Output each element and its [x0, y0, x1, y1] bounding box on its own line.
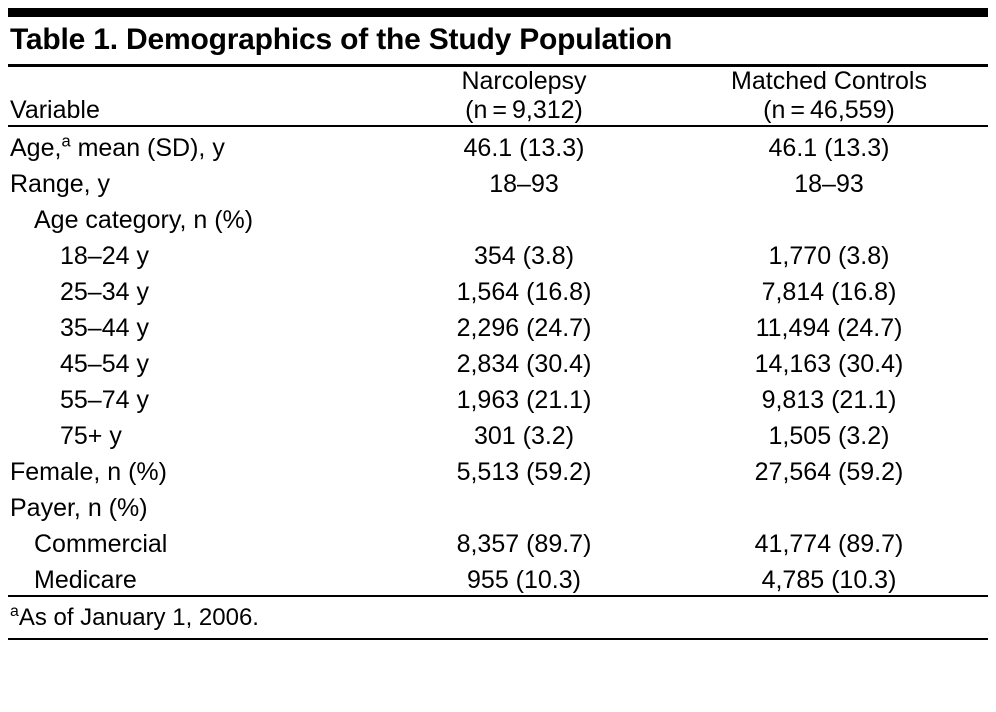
row-narcolepsy: 2,296 (24.7) — [456, 313, 592, 342]
table-container — [0, 8, 996, 640]
row-narcolepsy: 8,357 (89.7) — [456, 529, 592, 558]
footnote-marker-inline: a — [61, 132, 71, 151]
row-controls: 1,505 (3.2) — [768, 421, 890, 450]
row-controls: 1,770 (3.8) — [768, 241, 890, 270]
row-variable: 55–74 y — [60, 385, 149, 414]
table-row — [8, 127, 988, 163]
row-narcolepsy: 1,963 (21.1) — [456, 385, 592, 414]
row-controls: 4,785 (10.3) — [761, 565, 897, 594]
table-row — [8, 163, 988, 199]
row-variable: 35–44 y — [60, 313, 149, 342]
table-row — [8, 379, 988, 415]
table-top-rule — [8, 8, 988, 17]
row-variable: Medicare — [34, 565, 137, 594]
table-row — [8, 487, 988, 523]
demographics-table — [8, 67, 988, 125]
table-row — [8, 307, 988, 343]
header-narcolepsy-line1: Narcolepsy — [461, 66, 587, 95]
row-controls: 27,564 (59.2) — [754, 457, 904, 486]
header-controls-line2: (n = 46,559) — [763, 95, 895, 124]
table-row — [8, 199, 988, 235]
footnote-bottom-rule — [8, 638, 988, 640]
row-narcolepsy: 354 (3.8) — [473, 241, 575, 270]
row-variable: 45–54 y — [60, 349, 149, 378]
table-row — [8, 343, 988, 379]
row-variable: Age category, n (%) — [34, 205, 254, 234]
row-variable — [8, 127, 378, 163]
row-controls: 18–93 — [794, 169, 864, 198]
row-variable: 18–24 y — [60, 241, 149, 270]
table-footnote — [8, 597, 988, 639]
table-head — [8, 67, 988, 125]
header-variable-line1 — [8, 67, 378, 96]
table-row — [8, 271, 988, 307]
row-narcolepsy: 301 (3.2) — [473, 421, 575, 450]
row-controls: 46.1 (13.3) — [768, 133, 890, 162]
row-controls — [670, 199, 988, 235]
row-controls: 14,163 (30.4) — [754, 349, 904, 378]
row-controls: 9,813 (21.1) — [761, 385, 897, 414]
table-row — [8, 415, 988, 451]
header-controls-line1: Matched Controls — [731, 66, 927, 95]
row-variable-text-post: mean (SD), y — [70, 133, 225, 162]
row-variable: Range, y — [10, 169, 111, 198]
table-title: Table 1. Demographics of the Study Population — [10, 23, 673, 56]
row-narcolepsy — [378, 199, 670, 235]
table-body — [8, 127, 988, 595]
row-controls: 11,494 (24.7) — [755, 313, 903, 342]
row-narcolepsy — [378, 487, 670, 523]
row-variable: 25–34 y — [60, 277, 149, 306]
table-row — [8, 523, 988, 559]
row-variable-text: Age, — [10, 133, 62, 162]
row-variable: Payer, n (%) — [10, 493, 148, 522]
table-row — [8, 559, 988, 595]
row-narcolepsy: 1,564 (16.8) — [456, 277, 592, 306]
footnote-text: As of January 1, 2006. — [18, 603, 259, 631]
row-controls: 41,774 (89.7) — [754, 529, 904, 558]
header-variable-line2: Variable — [10, 95, 100, 124]
table-row — [8, 235, 988, 271]
row-narcolepsy: 18–93 — [489, 169, 559, 198]
footnote-marker: a — [10, 602, 19, 620]
header-narcolepsy-line2: (n = 9,312) — [465, 95, 583, 124]
row-variable: Commercial — [34, 529, 168, 558]
row-controls — [670, 487, 988, 523]
table-row — [8, 451, 988, 487]
row-controls: 7,814 (16.8) — [761, 277, 897, 306]
row-variable: 75+ y — [60, 421, 122, 450]
row-narcolepsy: 5,513 (59.2) — [456, 457, 592, 486]
row-variable: Female, n (%) — [10, 457, 167, 486]
row-narcolepsy: 46.1 (13.3) — [463, 133, 585, 162]
demographics-table-body — [8, 127, 988, 595]
row-narcolepsy: 2,834 (30.4) — [456, 349, 592, 378]
row-narcolepsy: 955 (10.3) — [467, 565, 581, 594]
header-row-line2 — [8, 96, 988, 125]
header-row-line1 — [8, 67, 988, 96]
